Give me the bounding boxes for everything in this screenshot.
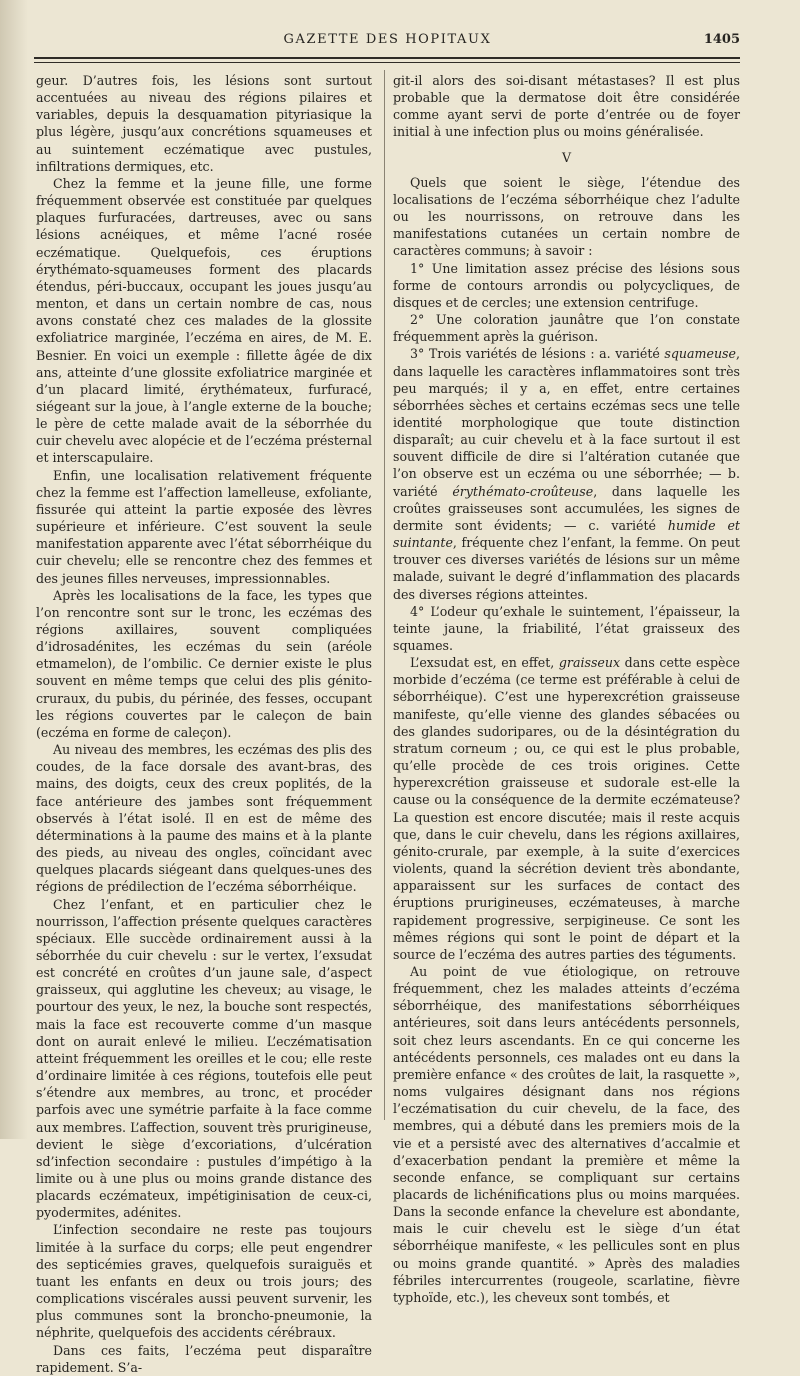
paragraph: Enfin, une localisation relativement fréquente chez la femme est l’affection lamelleuse, exfoliante, fissurée qui atteint la partie exposée des lèvres supérieure et inférieure. C’est souvent la seule manifestation apparente avec l’état séborrhéique du cuir chevelu; elle se rencontre chez des femmes et des jeunes filles nerveuses, impressionnables.: [36, 467, 373, 586]
header-rule-thick: [34, 57, 740, 59]
paragraph: [393, 345, 740, 602]
paragraph: Après les localisations de la face, les types que l’on rencontre sont sur le tronc, les eczémas des régions axillaires, souvent compliquées d’idrosadénites, les eczémas du sein (aréole etmamelon), de l’ombilic. Ce dernier existe le plus souvent en même temps que celui des plis génito-cruraux, du pubis, du périnée, des fesses, occupant les régions couvertes par le caleçon de bain (eczéma en forme de caleçon).: [36, 587, 372, 740]
text-run: , fréquente chez l’enfant, la femme. On peut trouver ces diverses variétés de lésions sur un même malade, suivant le degré d’inflammation des placards des diverses régions atteintes.: [393, 535, 740, 602]
page-header: [35, 32, 740, 52]
paragraph: [393, 654, 740, 963]
paragraph: 2° Une coloration jaunâtre que l’on constate fréquemment après la guérison.: [393, 312, 740, 345]
binding-shadow: [0, 0, 28, 1139]
italic-term: humide et suintante: [393, 517, 740, 551]
paragraph: git-il alors des soi-disant métastases? Il est plus probable que la dermatose doit être considérée comme ayant servi de porte d’entrée ou de foyer initial à une infection plus ou moins généralisée.: [393, 73, 740, 140]
right-column: [393, 72, 740, 1306]
column-divider: [384, 70, 385, 1120]
text-run: 3° Trois variétés de lésions : a. variété: [410, 346, 665, 362]
paragraph: L’infection secondaire ne reste pas toujours limitée à la surface du corps; elle peut engendrer des septicémies graves, quelquefois suraiguës et tuant les enfants en deux ou trois jours; des complications viscérales aussi peuvent survenir, les plus communes sont la broncho-pneumonie, la néphrite, quelquefois des accidents cérébraux.: [36, 1222, 372, 1341]
page-number: 1405: [703, 32, 740, 47]
paragraph: geur. D’autres fois, les lésions sont surtout accentuées au niveau des régions pilaires et variables, depuis la desquamation pityriasique la plus légère, jusqu’aux concrétions squameuses et au suintement eczématique avec pustules, infiltrations dermiques, etc.: [36, 73, 372, 174]
text-run: L’exsudat est, en effet,: [410, 655, 559, 671]
section-heading: V: [561, 149, 572, 165]
text-run: , dans laquelle les croûtes graisseuses sont accumulées, les signes de dermite sont évidents; — c. variété: [393, 483, 740, 533]
paragraph: Chez l’enfant, et en particulier chez le nourrisson, l’affection présente quelques caractères spéciaux. Elle succède ordinairement aussi à la séborrhée du cuir chevelu : sur le vertex, l’exsudat est concrété en croûtes d’un jaune sale, d’aspect graisseux, qui agglutine les cheveux; au visage, le pourtour des yeux, le nez, la bouche sont respectés, mais la face est recouverte comme d’un masque dont on aurait enlevé le milieu. L’eczématisation atteint fréquemment les oreilles et le cou; elle reste d’ordinaire limitée à ces régions, toutefois elle peut s’étendre aux membres, au tronc, et procéder parfois avec une symétrie parfaite à la face comme aux membres. L’affection, souvent très prurigineuse, devient le siège d’excoriations, d’ulcération sd’infection secondaire : pustules d’impétigo à la limite ou à une plus ou moins grande distance des placards eczémateux, impétiginisation de ceux-ci, pyodermites, adénites.: [36, 896, 372, 1221]
text-run: dans cette espèce morbide d’eczéma (ce terme est préférable à celui de séborrhéique). C’est une hyperexcrétion graisseuse manifeste, qu’elle vienne des glandes sébacées ou des glandes sudoripares, ou de la désintégration du stratum corneum ; ou, ce qui est le plus probable, qu’elle procède de ces trois origines. Cette hyperexcrétion graisseuse et sudorale est-elle la cause ou la conséquence de la dermite eczémateuse? La question est encore discutée; mais il reste acquis que, dans le cuir chevelu, dans les régions axillaires, génito-crurale, par exemple, à la suite d’exercices violents, quand la sécrétion devient très abondante, apparaissent sur les surfaces de contact des éruptions prurigineuses, eczémateuses, à marche rapidement progressive, serpigineuse. Ce sont les mêmes régions qui sont le point de départ et la source de l’eczéma des autres parties des téguments.: [393, 655, 740, 962]
left-column: [36, 72, 372, 1376]
italic-term: squameuse: [664, 346, 736, 362]
running-title: GAZETTE DES HOPITAUX: [283, 32, 492, 47]
paragraph: Quels que soient le siège, l’étendue des localisations de l’eczéma séborrhéique chez l’adulte ou les nourrissons, on retrouve dans les manifestations cutanées un certain nombre de caractères communs; à savoir :: [393, 174, 740, 259]
paragraph: Chez la femme et la jeune fille, une forme fréquemment observée est constituée par quelques plaques furfuracées, dartreuses, avec ou sans lésions acnéiques, et même l’acné rosée eczématique. Quelquefois, ces éruptions érythémato-squameuses forment des placards étendus, péri-buccaux, occupant les joues jusqu’au menton, et dans un certain nombre de cas, nous avons constaté chez ces malades de la glossite exfoliatrice marginée, l’eczéma en aires, de M. E. Besnier. En voici un exemple : fillette âgée de dix ans, atteinte d’une glossite exfoliatrice marginée et d’un placard limité, érythémateux, furfuracé, siégeant sur la joue, à l’angle externe de la bouche; le père de cette malade avait de la séborrhée du cuir chevelu avec alopécie et de l’eczéma présternal et interscapulaire.: [36, 175, 372, 466]
paragraph: Au point de vue étiologique, on retrouve fréquemment, chez les malades atteints d’eczéma séborrhéique, des manifestations séborrhéiques antérieures, soit dans leurs antécédents personnels, soit chez leurs ascendants. En ce qui concerne les antécédents personnels, ces malades ont eu dans la première enfance « des croûtes de lait, la rasquette », noms vulgaires désignant dans nos régions l’eczématisation du cuir chevelu, de la face, des membres, qui a débuté dans les premiers mois de la vie et a persisté avec des alternatives d’accalmie et d’exacerbation pendant la première et même la seconde enfance, se compliquant sur certains placards de lichénifications plus ou moins marquées. Dans la seconde enfance la chevelure est abondante, mais le cuir chevelu est le siège d’un état séborrhéique manifeste, « les pellicules sont en plus ou moins grande quantité. » Après des maladies fébriles intercurrentes (rougeole, scarlatine, fièvre typhoïde, etc.), les cheveux sont tombés, et: [393, 963, 740, 1305]
italic-term: graisseux: [558, 655, 621, 671]
paragraph: 4° L’odeur qu’exhale le suintement, l’épaisseur, la teinte jaune, la friabilité, l’état graisseux des squames.: [393, 603, 740, 653]
text-run: , dans laquelle les caractères inflammatoires sont très peu marqués; il y a, en effet, entre certaines séborrhées sèches et certains eczémas secs une telle identité morphologique que toute distinction disparaît; au cuir chevelu et à la face surtout il est souvent difficile de dire si l’altération cutanée que l’on observe est un eczéma ou une séborrhée; — b. variété: [393, 346, 740, 499]
paragraph: 1° Une limitation assez précise des lésions sous forme de contours arrondis ou polycycliques, de disques et de cercles; une extension centrifuge.: [393, 260, 740, 310]
header-rule-thin: [34, 62, 740, 63]
paragraph: Au niveau des membres, les eczémas des plis des coudes, de la face dorsale des avant-bras, des mains, des doigts, ceux des creux poplités, de la face antérieure des jambes sont fréquemment observés à l’état isolé. Il en est de même des déterminations à la paume des mains et à la plante des pieds, au niveau des ongles, coïncidant avec quelques placards siégeant dans quelques-unes des régions de prédilection de l’eczéma séborrhéique.: [36, 742, 372, 895]
paragraph: Dans ces faits, l’eczéma peut disparaître rapidement. S’a-: [36, 1342, 372, 1375]
italic-term: érythémato-croûteuse: [452, 483, 594, 499]
